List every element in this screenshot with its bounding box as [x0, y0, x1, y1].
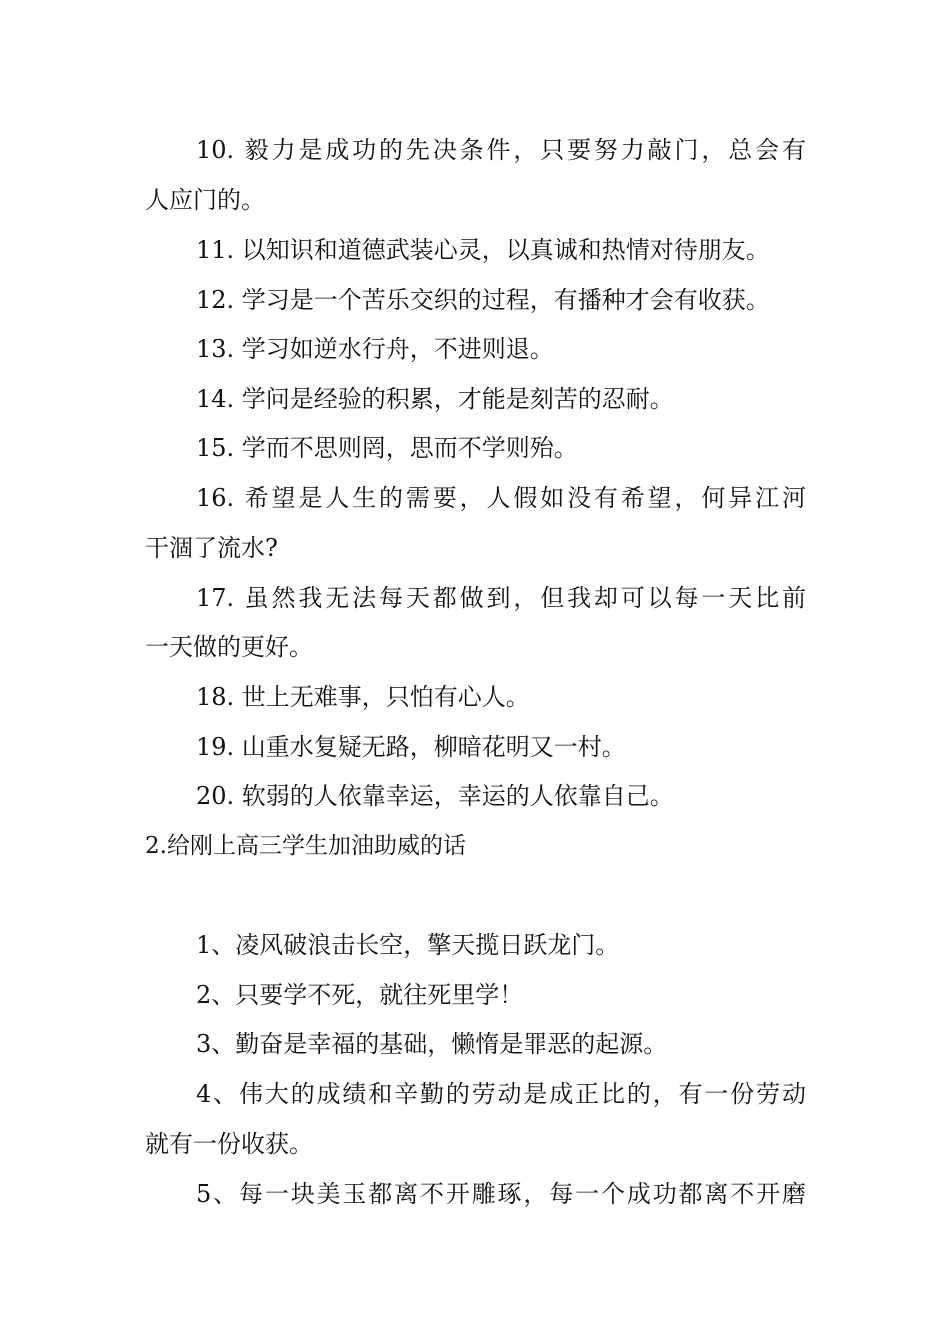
- list-item-10: 10. 毅力是成功的先决条件，只要努力敲门，总会有: [196, 136, 806, 164]
- cheer-item-1: 1、凌风破浪击长空，擎天揽日跃龙门。: [196, 931, 620, 959]
- cheer-item-4: 4、伟大的成绩和辛勤的劳动是成正比的，有一份劳动: [196, 1080, 806, 1108]
- section-heading: 2.给刚上高三学生加油助威的话: [145, 833, 466, 859]
- list-item-14: 14. 学问是经验的积累，才能是刻苦的忍耐。: [196, 385, 674, 413]
- list-item-11: 11. 以知识和道德武装心灵，以真诚和热情对待朋友。: [196, 236, 770, 264]
- cheer-item-5: 5、每一块美玉都离不开雕琢，每一个成功都离不开磨: [196, 1180, 806, 1208]
- list-item-12: 12. 学习是一个苦乐交织的过程，有播种才会有收获。: [196, 286, 770, 314]
- list-item-16: 16. 希望是人生的需要，人假如没有希望，何异江河: [196, 484, 806, 512]
- list-item-15: 15. 学而不思则罔，思而不学则殆。: [196, 434, 578, 462]
- list-item-16-continued: 干涸了流水?: [145, 534, 278, 562]
- cheer-item-3: 3、勤奋是幸福的基础，懒惰是罪恶的起源。: [196, 1030, 668, 1058]
- cheer-item-2: 2、只要学不死，就往死里学！: [196, 981, 524, 1009]
- cheer-item-4-continued: 就有一份收获。: [145, 1130, 313, 1158]
- list-item-18: 18. 世上无难事，只怕有心人。: [196, 683, 530, 711]
- list-item-19: 19. 山重水复疑无路，柳暗花明又一村。: [196, 733, 626, 761]
- list-item-10-continued: 人应门的。: [145, 186, 265, 214]
- list-item-20: 20. 软弱的人依靠幸运，幸运的人依靠自己。: [196, 782, 674, 810]
- list-item-17: 17. 虽然我无法每天都做到，但我却可以每一天比前: [196, 584, 806, 612]
- list-item-13: 13. 学习如逆水行舟，不进则退。: [196, 335, 554, 363]
- list-item-17-continued: 一天做的更好。: [145, 633, 313, 661]
